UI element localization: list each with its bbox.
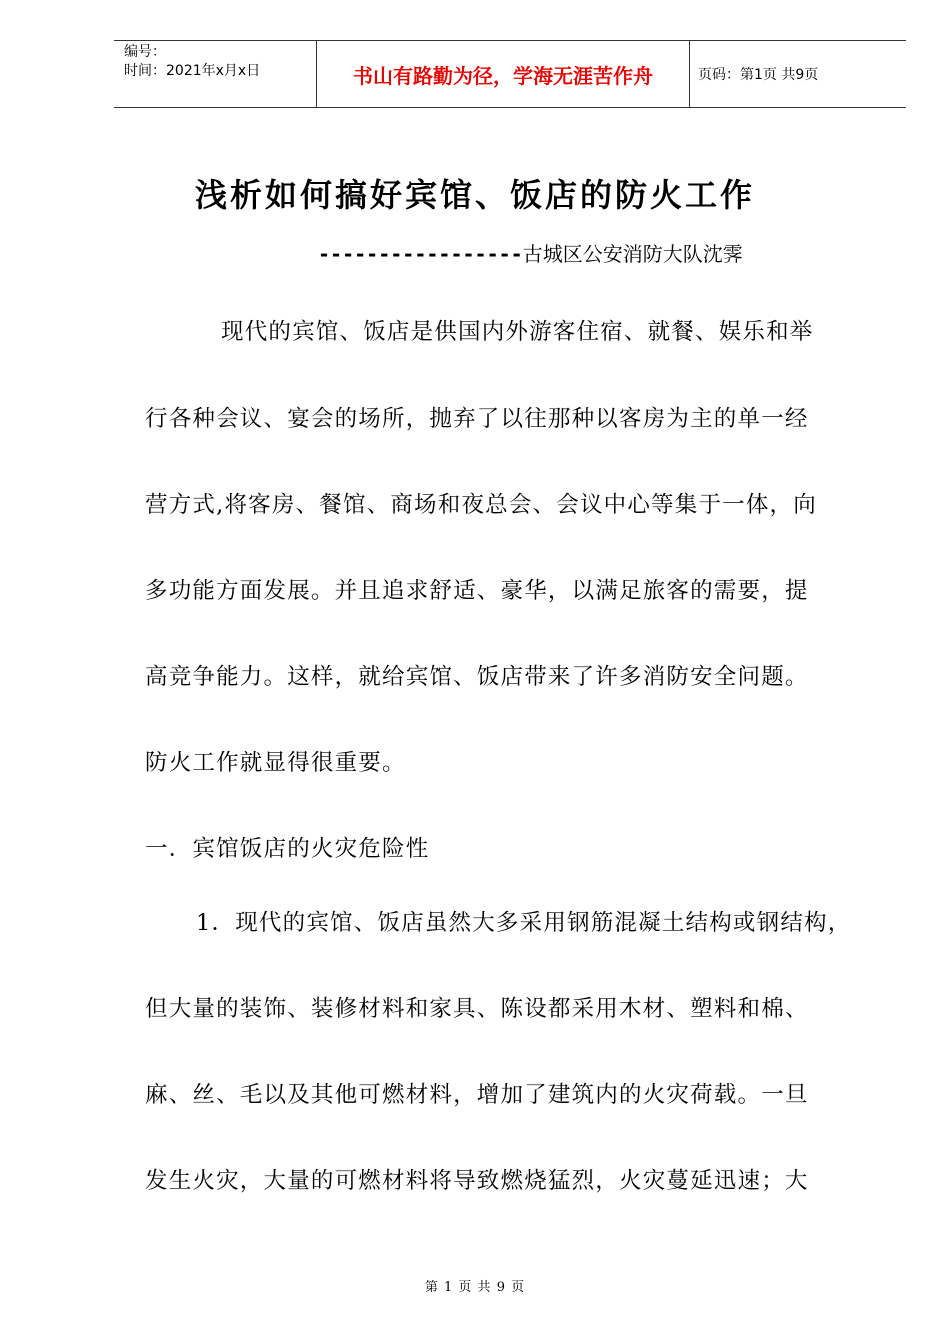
body-line: 发生火灾，大量的可燃材料将导致燃烧猛烈，火灾蔓延迅速；大 — [145, 1168, 809, 1194]
page-footer: 第 1 页 共 9 页 — [424, 1280, 526, 1295]
body-line: 行各种会议、宴会的场所，抛弃了以往那种以客房为主的单一经 — [145, 406, 809, 432]
body-line: 1．现代的宾馆、饭店虽然大多采用钢筋混凝土结构或钢结构， — [196, 910, 852, 936]
author-line — [318, 238, 743, 267]
time-label: 时间：2021年x月x日 — [124, 63, 261, 79]
author-name: 古城区公安消防大队沈霁 — [522, 242, 743, 266]
body-line: 现代的宾馆、饭店是供国内外游客住宿、就餐、娱乐和举 — [221, 319, 814, 345]
body-line: 防火工作就显得很重要。 — [145, 750, 406, 776]
page-title: 浅析如何搞好宾馆、饭店的防火工作 — [194, 176, 755, 214]
body-line: 营方式,将客房、餐馆、商场和夜总会、会议中心等集于一体，向 — [145, 492, 817, 518]
body-line: 但大量的装饰、装修材料和家具、陈设都采用木材、塑料和棉、 — [145, 996, 809, 1022]
body-line: 高竞争能力。这样，就给宾馆、饭店带来了许多消防安全问题。 — [145, 664, 809, 690]
author-dashes: ----------------- — [318, 242, 523, 266]
header-motto: 书山有路勤为径，学海无涯苦作舟 — [316, 41, 690, 107]
document-header — [114, 40, 906, 108]
header-page-info: 页码：第1页 共9页 — [698, 67, 819, 83]
serial-label: 编号： — [124, 44, 166, 60]
header-meta — [114, 41, 316, 107]
section-heading: 一．宾馆饭店的火灾危险性 — [145, 836, 430, 862]
body-line: 多功能方面发展。并且追求舒适、豪华，以满足旅客的需要，提 — [145, 578, 809, 604]
body-line: 麻、丝、毛以及其他可燃材料，增加了建筑内的火灾荷载。一旦 — [145, 1082, 809, 1108]
